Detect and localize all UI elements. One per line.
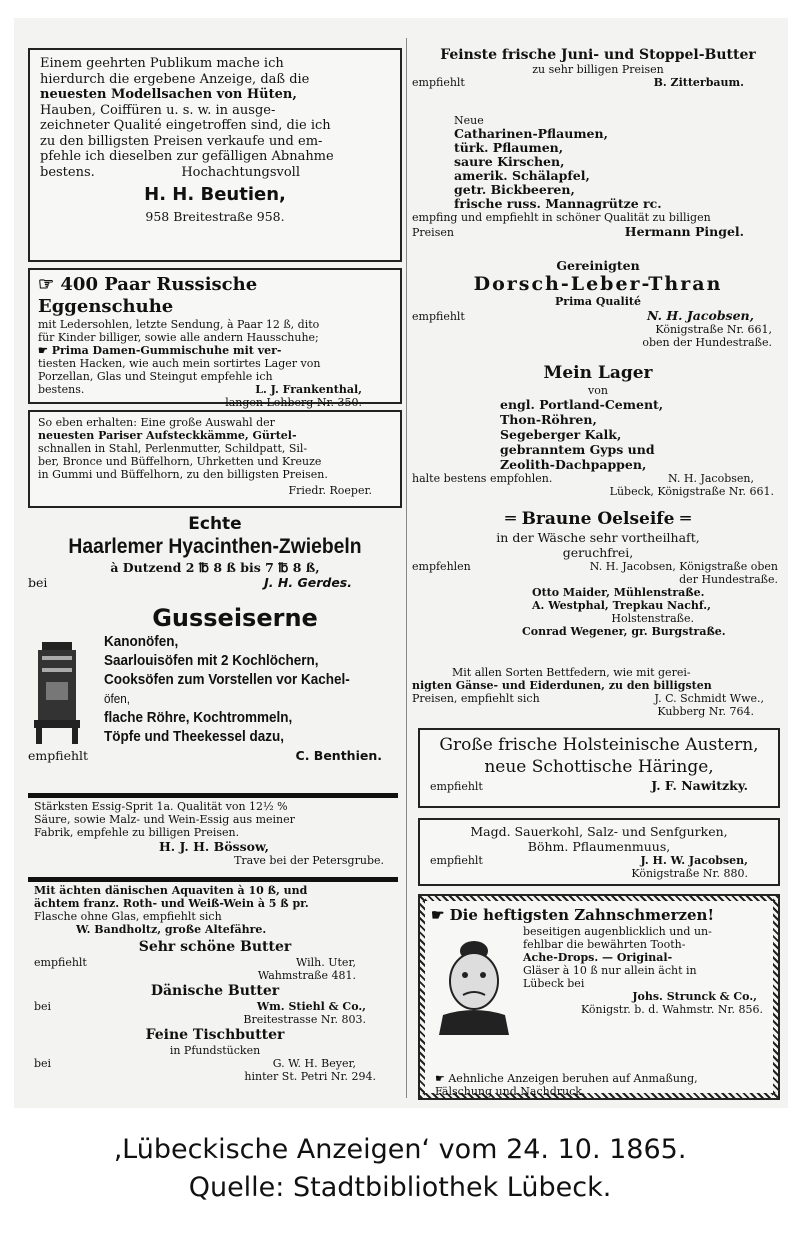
list-item: frische russ. Mannagrütze rc.	[454, 196, 662, 211]
text-line: für Kinder billiger, sowie alle andern Hausschuhe;	[38, 331, 319, 344]
text-line: Töpfe und Theekessel dazu,	[104, 728, 285, 745]
column-rule	[406, 38, 407, 1098]
ad-title: Magd. Sauerkohl, Salz- und Senfgurken,	[470, 824, 728, 839]
ad-subtitle: Prima Qualité	[555, 295, 641, 308]
caption-line-1: ‚Lübeckische Anzeigen‘ vom 24. 10. 1865.	[113, 1134, 687, 1165]
double-rule-icon: ═	[505, 509, 522, 529]
advertiser-name: W. Bandholtz, große Altefähre.	[76, 923, 267, 936]
double-rule-icon: ═	[674, 509, 691, 529]
closing: Hochachtungsvoll	[181, 164, 300, 180]
text-line: Aehnliche Anzeigen beruhen auf Anmaßung,	[448, 1072, 698, 1085]
advertiser-address: Trave bei der Petersgrube.	[234, 854, 384, 867]
ad-title: Haarlemer Hyacinthen-Zwiebeln	[68, 535, 362, 558]
ad-oelseife	[412, 508, 784, 638]
text-line: in Pfundstücken	[169, 1044, 261, 1057]
closing-left: bestens.	[40, 164, 95, 180]
advertiser-name: Hermann Pingel.	[624, 224, 744, 239]
label-empfiehlt: empfiehlt	[412, 76, 465, 89]
advertiser-name: Wm. Stiehl & Co.,	[256, 1000, 366, 1013]
product-heading: Sehr schöne Butter	[138, 939, 292, 955]
advertiser-name: Friedr. Roeper.	[288, 484, 372, 497]
advertiser-name: N. H. Jacobsen,	[667, 472, 754, 485]
text-line: empfing und empfiehlt in schöner Qualität zu billigen	[412, 211, 711, 224]
text-line: neuesten Pariser Aufsteckkämme, Gürtel-	[38, 429, 297, 442]
text-line: Mit allen Sorten Bettfedern, wie mit gerei-	[452, 666, 691, 679]
advertiser-address: oben der Hundestraße.	[642, 336, 772, 349]
text-line: ber, Bronce und Büffelhorn, Uhrketten und Kreuze	[38, 455, 322, 468]
text-line: zu den billigsten Preisen verkaufe und em-	[40, 133, 323, 149]
text-line: zeichneter Qualité eingetroffen sind, die ich	[40, 118, 331, 133]
text-line: Cooksöfen zum Vorstellen vor Kachel-	[104, 671, 350, 688]
text-line: Lübeck bei	[523, 977, 585, 990]
ad-beutien	[28, 48, 402, 262]
advertiser-name: J. H. Gerdes.	[264, 575, 352, 590]
text-line: hierdurch die ergebene Anzeige, daß die	[40, 71, 310, 87]
pointing-hand-icon: ☛	[38, 344, 52, 357]
ad-title: Feinste frische Juni- und Stoppel-Butter	[440, 47, 756, 63]
text-line: ächtem franz. Roth- und Weiß-Wein à 5 ß pr.	[34, 897, 309, 910]
text-line: Neue	[454, 114, 484, 127]
text-line: Prima Damen-Gummischuhe mit ver-	[51, 344, 282, 357]
advertiser-name: Wilh. Uter,	[296, 956, 356, 969]
stove-icon	[28, 638, 86, 748]
closing-left: bestens.	[38, 383, 85, 396]
advertiser-address: Lübeck, Königstraße Nr. 661.	[609, 485, 774, 498]
text-line: Flasche ohne Glas, empfiehlt sich	[34, 910, 222, 923]
text-line: fehlbar die bewährten Tooth-	[523, 938, 686, 951]
label-bei: bei	[34, 1057, 52, 1070]
ad-title: Gusseiserne	[152, 604, 318, 632]
text-line: Kanonöfen,	[104, 633, 179, 650]
text-line: Mit ächten dänischen Aquaviten à 10 ß, und	[34, 884, 308, 897]
pointing-hand-icon: ☛	[435, 1072, 449, 1085]
advertiser-name: J. H. W. Jacobsen,	[640, 854, 748, 867]
ad-lager	[412, 362, 784, 498]
ad-subtitle: in der Wäsche sehr vortheilhaft,	[496, 530, 700, 545]
ad-nawitzky	[418, 728, 780, 808]
ad-text	[40, 56, 390, 180]
ad-frankenthal	[28, 268, 402, 409]
advertiser-name: G. W. H. Beyer,	[272, 1057, 356, 1070]
text-line: Porzellan, Glas und Steingut empfehle ich	[38, 370, 273, 383]
text-line: Gläser à 10 ß nur allein ächt in	[523, 964, 697, 977]
text-line: in Gummi und Büffelhorn, zu den billigsten Preisen.	[38, 468, 328, 481]
ad-benthien	[28, 604, 402, 763]
text-line: nigten Gänse- und Eiderdunen, zu den billigsten	[412, 679, 712, 692]
ad-misc	[34, 884, 396, 1083]
advertiser-name: N. H. Jacobsen,	[647, 308, 754, 323]
vendor: Otto Maider, Mühlenstraße.	[532, 586, 705, 599]
label-bei: bei	[34, 1000, 52, 1013]
advertiser-address: Königstraße Nr. 880.	[631, 867, 748, 880]
ad-gerdes	[28, 514, 402, 590]
text-line: schnallen in Stahl, Perlenmutter, Schildpatt, Sil-	[38, 442, 308, 455]
label-empfiehlt: empfiehlt	[28, 748, 89, 763]
divider	[28, 877, 398, 882]
ad-roeper	[28, 410, 402, 508]
ad-subtitle: geruchfrei,	[562, 545, 634, 560]
label-empfiehlt: empfiehlt	[412, 310, 465, 323]
ad-kicker: Gereinigten	[556, 258, 640, 273]
list-item: Segeberger Kalk,	[500, 427, 622, 442]
list-item: Zeolith-Dachpappen,	[500, 457, 647, 472]
toothache-man-icon	[433, 935, 515, 1035]
vendor-address: Holstenstraße.	[611, 612, 694, 625]
label-bei: bei	[28, 575, 48, 590]
ad-zahn-frame	[418, 894, 780, 1100]
ad-title: 400 Paar Russische Eggenschuhe	[38, 274, 258, 317]
divider	[28, 793, 398, 798]
list-item: amerik. Schälapfel,	[454, 168, 590, 183]
advertiser-name: C. Benthien.	[295, 748, 382, 763]
ad-title: Große frische Holsteinische Austern,	[439, 735, 759, 755]
ad-kicker: Echte	[188, 514, 242, 534]
ad-price: à Dutzend 2 ℔ 8 ß bis 7 ℔ 8 ß,	[110, 560, 320, 575]
text-line: Preisen, empfiehlt sich	[412, 692, 540, 705]
advertiser-name: H. H. Beutien,	[144, 184, 286, 205]
text-line: Preisen	[412, 226, 454, 239]
list-item: saure Kirschen,	[454, 154, 565, 169]
advertiser-name: J. C. Schmidt Wwe.,	[654, 692, 764, 705]
text-line: Säure, sowie Malz- und Wein-Essig aus meiner	[34, 813, 295, 826]
list-item: Thon-Röhren,	[500, 412, 597, 427]
text-line: halte bestens empfohlen.	[412, 472, 553, 485]
label-empfehlen: empfehlen	[412, 560, 471, 573]
text-line: öfen,	[104, 691, 131, 706]
ad-boessow	[34, 800, 394, 867]
list-item: türk. Pflaumen,	[454, 140, 564, 155]
ad-pingel	[412, 114, 784, 239]
pointing-hand-icon: ☞	[38, 274, 61, 295]
ad-zitterbaum	[412, 48, 784, 89]
advertiser-address: Königstr. b. d. Wahmstr. Nr. 856.	[580, 1003, 763, 1016]
advertiser-address: Breitestrasse Nr. 803.	[243, 1013, 366, 1026]
list-item: getr. Bickbeeren,	[454, 182, 575, 197]
text-line: tiesten Hacken, wie auch mein sortirtes Lager von	[38, 357, 321, 370]
ad-sauerkohl	[418, 818, 780, 886]
label-empfiehlt: empfiehlt	[34, 956, 87, 969]
text-line: neuesten Modellsachen von Hüten,	[40, 87, 297, 102]
ad-schmidt	[412, 666, 784, 718]
text-line: Saarlouisöfen mit 2 Kochlöchern,	[104, 652, 319, 669]
advertiser-address: 958 Breitestraße 958.	[145, 209, 285, 224]
label-empfiehlt: empfiehlt	[430, 854, 483, 867]
text-line: So eben erhalten: Eine große Auswahl der	[38, 416, 275, 429]
text-line: Fabrik, empfehle zu billigen Preisen.	[34, 826, 240, 839]
text-line: Stärksten Essig-Sprit 1a. Qualität von 12½ %	[34, 800, 288, 813]
advertiser-address: hinter St. Petri Nr. 294.	[244, 1070, 376, 1083]
ad-title: neue Schottische Häringe,	[484, 757, 714, 777]
text-line: Einem geehrten Publikum mache ich	[40, 56, 284, 71]
vendor: Conrad Wegener, gr. Burgstraße.	[522, 625, 726, 638]
list-item: engl. Portland-Cement,	[500, 397, 664, 412]
list-item: gebranntem Gyps und	[500, 442, 655, 457]
text-line: Fälschung und Nachdruck.	[435, 1085, 586, 1098]
ad-title: Mein Lager	[543, 363, 653, 383]
advertiser-address: Kubberg Nr. 764.	[657, 705, 754, 718]
vendor: A. Westphal, Trepkau Nachf.,	[532, 599, 711, 612]
label-empfiehlt: empfiehlt	[430, 780, 483, 793]
ad-title: Die heftigsten Zahnschmerzen!	[449, 906, 715, 924]
ad-thran	[412, 258, 784, 349]
product-heading: Dänische Butter	[150, 983, 280, 999]
pointing-hand-icon: ☛	[431, 906, 450, 924]
advertiser-name: B. Zitterbaum.	[653, 76, 744, 89]
product-heading: Feine Tischbutter	[145, 1027, 285, 1043]
newspaper-page	[14, 18, 788, 1108]
vendor: N. H. Jacobsen, Königstraße oben	[589, 560, 778, 573]
text-line: flache Röhre, Kochtrommeln,	[104, 709, 293, 726]
text-line: beseitigen augenblicklich und un-	[523, 925, 712, 938]
advertiser-address: langen Lohberg Nr. 350.	[225, 396, 362, 409]
vendor-address: der Hundestraße.	[679, 573, 778, 586]
advertiser-name: Johs. Strunck & Co.,	[632, 990, 757, 1003]
ad-title: Braune Oelseife	[521, 509, 675, 529]
advertiser-address: Wahmstraße 481.	[257, 969, 356, 982]
text-line: Hauben, Coiffüren u. s. w. in ausge-	[40, 102, 276, 118]
list-item: Catharinen-Pflaumen,	[454, 126, 608, 141]
advertiser-address: Königstraße Nr. 661,	[655, 323, 772, 336]
ad-subtitle: zu sehr billigen Preisen	[532, 63, 664, 76]
advertiser-name: H. J. H. Bössow,	[158, 839, 270, 854]
ad-title: Dorsch-Leber-Thran	[473, 273, 723, 295]
advertiser-name: J. F. Nawitzky.	[651, 778, 748, 793]
text-line: pfehle ich dieselben zur gefälligen Abnahme	[40, 149, 334, 164]
caption-line-2: Quelle: Stadtbibliothek Lübeck.	[188, 1172, 612, 1203]
text-line: Ache-Drops. — Original-	[523, 951, 673, 964]
ad-zahn	[425, 901, 773, 1098]
text-line: mit Ledersohlen, letzte Sendung, à Paar 12 ß, dito	[38, 318, 320, 331]
ad-title: Böhm. Pflaumenmuus,	[527, 839, 671, 854]
text-line: von	[588, 384, 608, 397]
advertiser-name: L. J. Frankenthal,	[255, 383, 362, 396]
